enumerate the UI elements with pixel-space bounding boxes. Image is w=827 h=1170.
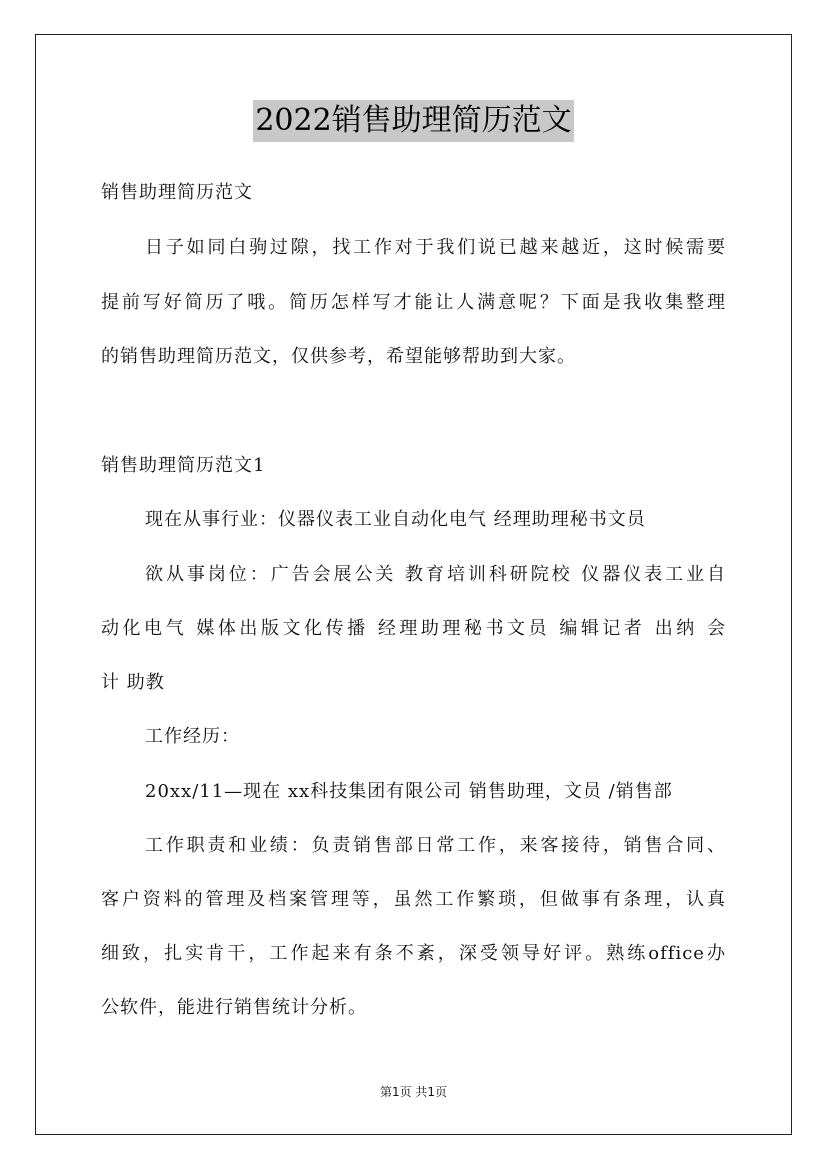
paragraph-line: 提前写好简历了哦。简历怎样写才能让人满意呢？下面是我收集整理 <box>101 292 726 313</box>
paragraph-line: 计 助教 <box>101 672 165 693</box>
paragraph-line: 工作职责和业绩：负责销售部日常工作，来客接待，销售合同、 <box>145 835 726 856</box>
paragraph-line: 现在从事行业：仪器仪表工业自动化电气 经理助理秘书文员 <box>145 509 646 530</box>
paragraph-line: 欲从事岗位：广告会展公关 教育培训科研院校 仪器仪表工业自 <box>145 564 726 585</box>
paragraph-line: 的销售助理简历范文，仅供参考，希望能够帮助到大家。 <box>101 346 576 367</box>
page-number-footer: 第1页 共1页 <box>379 1085 448 1099</box>
paragraph-line: 细致，扎实肯干，工作起来有条不紊，深受领导好评。熟练office办 <box>101 943 726 964</box>
document-title <box>0 100 827 142</box>
paragraph-line: 客户资料的管理及档案管理等，虽然工作繁琐，但做事有条理，认真 <box>101 889 726 910</box>
paragraph-line: 工作经历： <box>145 726 240 747</box>
paragraph-line: 20xx/11—现在 xx科技集团有限公司 销售助理，文员 /销售部 <box>145 781 673 802</box>
section-heading: 销售助理简历范文1 <box>101 455 266 476</box>
paragraph-line: 公软件，能进行销售统计分析。 <box>101 997 367 1018</box>
document-title-text: 2022销售助理简历范文 <box>253 100 573 142</box>
paragraph-line: 动化电气 媒体出版文化传播 经理助理秘书文员 编辑记者 出纳 会 <box>101 618 726 639</box>
section-heading: 销售助理简历范文 <box>101 182 253 203</box>
paragraph-line: 日子如同白驹过隙，找工作对于我们说已越来越近，这时候需要 <box>145 237 726 258</box>
